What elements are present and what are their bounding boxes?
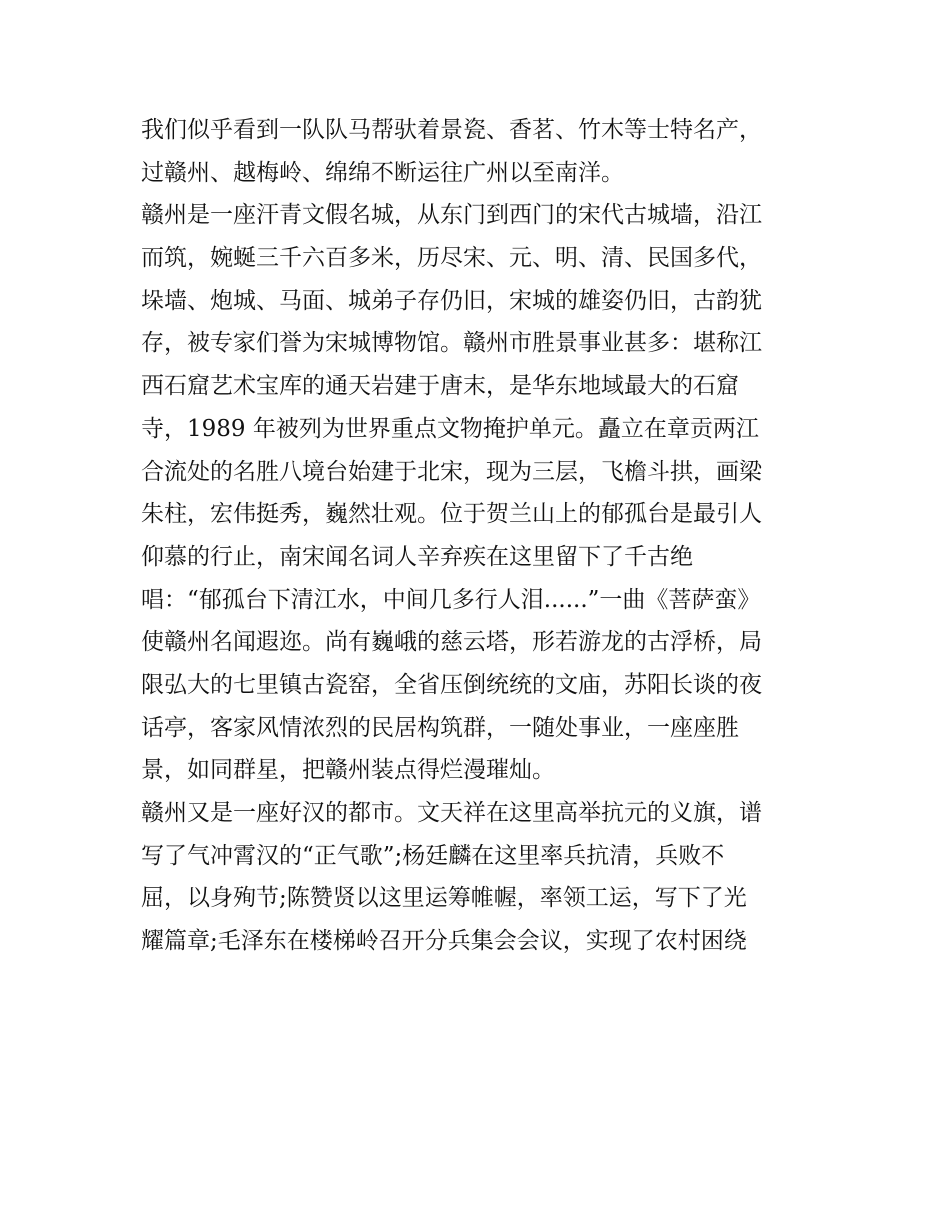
- text-line-10: 朱柱，宏伟挺秀，巍然壮观。位于贺兰山上的郁孤台是最引人: [141, 501, 762, 528]
- text-line-2: 过赣州、越梅岭、绵绵不断运往广州以至南洋。: [141, 159, 624, 186]
- text-line-20: 耀篇章;毛泽东在楼梯岭召开分兵集会会议，实现了农村困绕: [141, 928, 747, 955]
- body-text: [141, 109, 821, 963]
- text-line-17: 赣州又是一座好汉的都市。文天祥在这里高举抗元的义旗，谱: [141, 800, 762, 826]
- text-line-8: 寺，1989 年被列为世界重点文物掩护单元。矗立在章贡两江: [141, 415, 759, 442]
- text-line-5: 垛墙、炮城、马面、城弟子存仍旧，宋城的雄姿仍旧，古韵犹: [141, 287, 762, 314]
- text-line-18: 写了气冲霄汉的“正气歌”;杨廷麟在这里率兵抗清，兵败不: [141, 842, 725, 869]
- text-line-3: 赣州是一座汗青文假名城，从东门到西门的宋代古城墙，沿江: [141, 202, 762, 229]
- text-line-7: 西石窟艺术宝库的通天岩建于唐末，是华东地域最大的石窟: [141, 373, 739, 400]
- text-line-16: 景，如同群星，把赣州装点得烂漫璀灿。: [141, 757, 555, 784]
- text-line-14: 限弘大的七里镇古瓷窑，全省压倒统统的文庙，苏阳长谈的夜: [141, 671, 762, 698]
- text-line-4: 而筑，婉蜒三千六百多米，历尽宋、元、明、清、民国多代，: [141, 245, 762, 272]
- text-line-9: 合流处的名胜八境台始建于北宋，现为三层，飞檐斗拱，画梁: [141, 458, 762, 485]
- text-line-19: 屈，以身殉节;陈赞贤以这里运筹帷幄，率领工运，写下了光: [141, 885, 747, 912]
- text-line-11: 仰慕的行止，南宋闻名词人辛弃疾在这里留下了千古绝: [141, 543, 693, 570]
- text-line-12: 唱：“郁孤台下清江水，中间几多行人泪......”一曲《菩萨蛮》: [141, 586, 761, 613]
- text-line-15: 话亭，客家风情浓烈的民居构筑群，一随处事业，一座座胜: [141, 714, 739, 741]
- text-line-1: 我们似乎看到一队队马帮驮着景瓷、香茗、竹木等士特名产，: [141, 117, 762, 143]
- text-line-13: 使赣州名闻遐迩。尚有巍峨的慈云塔，形若游龙的古浮桥，局: [141, 629, 762, 656]
- text-line-6: 存，被专家们誉为宋城博物馆。赣州市胜景事业甚多：堪称江: [141, 330, 762, 357]
